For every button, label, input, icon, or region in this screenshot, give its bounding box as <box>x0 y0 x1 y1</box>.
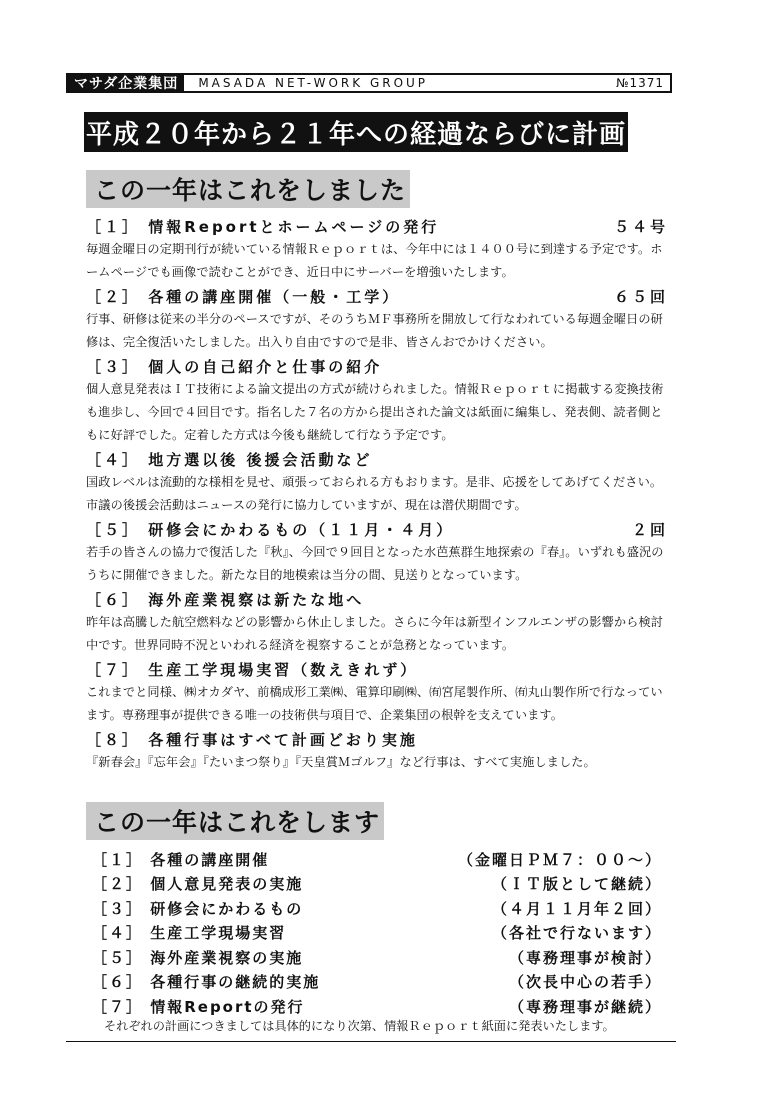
plan-label: ［７］ 情報Reportの発行 <box>92 997 305 1016</box>
item-count: ６５回 <box>613 287 668 306</box>
plan-item <box>92 896 662 921</box>
plan-item <box>92 847 662 872</box>
item-count: ５４号 <box>613 217 668 236</box>
item-body: 個人意見発表はＩＴ技術による論文提出の方式が続けられました。情報Ｒｅｐｏｒｔに掲載する変換技術も進歩し、今回で４回目です。指名した７名の方から提出された論文は紙面に編集し、発表側、読者側ともに好評でした。定着した方式は今後も継続して行なう予定です。 <box>86 382 664 442</box>
plan-label: ［１］ 各種の講座開催 <box>92 850 270 869</box>
plan-note: （金曜日ＰＭ７：００～） <box>457 850 662 869</box>
item-body: 若手の皆さんの協力で復活した『秋』、今回で９回目となった水芭蕉群生地探索の『春』。いずれも盛況のうちに開催できました。新たな目的地模索は当分の間、見送りとなっています。 <box>86 545 664 582</box>
plan-list <box>92 847 662 1019</box>
issue-number: №1371 <box>615 76 664 90</box>
item-label: ［１］ 情報Reportとホームページの発行 <box>86 217 440 236</box>
item-body: 行事、研修は従来の半分のペースですが、そのうちＭＦ事務所を開放して行なわれている毎週金曜日の研修は、完全復活いたしました。出入り自由ですので是非、皆さんおでかけください。 <box>86 312 663 349</box>
page-title: 平成２０年から２１年への経過ならびに計画 <box>84 112 628 152</box>
done-item <box>86 657 674 727</box>
footer-note: それぞれの計画につきましては具体的になり次第、情報Ｒｅｐｏｒｔ紙面に発表いたします。 <box>104 1019 615 1033</box>
plan-note: （ＩＴ版として継続） <box>491 875 662 894</box>
item-body: 国政レベルは流動的な様相を見せ、頑張っておられる方もおります。是非、応援をしてあげてください。市議の後援会活動はニュースの発行に協力していますが、現在は潜伏期間です。 <box>86 475 663 512</box>
bottom-divider <box>66 1041 676 1042</box>
plan-item <box>92 994 662 1019</box>
group-name: マサダ企業集団 <box>68 75 184 91</box>
plan-label: ［２］ 個人意見発表の実施 <box>92 875 304 894</box>
plan-note: （専務理事が検討） <box>508 948 662 967</box>
plan-label: ［５］ 海外産業視察の実施 <box>92 948 304 967</box>
done-item <box>86 214 674 284</box>
plan-note: （専務理事が継続） <box>508 997 662 1016</box>
plan-label: ［３］ 研修会にかわるもの <box>92 899 304 918</box>
done-list <box>86 214 674 774</box>
plan-item <box>92 945 662 970</box>
item-body: 『新春会』『忘年会』『たいまつ祭り』『天皇賞Ｍゴルフ』など行事は、すべて実施しました。 <box>86 755 596 769</box>
done-item <box>86 517 674 587</box>
item-label: ［８］ 各種行事はすべて計画どおり実施 <box>86 730 418 749</box>
plan-note: （各社で行ないます） <box>491 924 662 943</box>
plan-item <box>92 872 662 897</box>
newsletter-header <box>66 73 672 93</box>
item-label: ［３］ 個人の自己紹介と仕事の紹介 <box>86 357 383 376</box>
done-item <box>86 727 674 774</box>
group-name-en: MASADA NET-WORK GROUP <box>198 76 429 90</box>
section-heading-plan: この一年はこれをします <box>86 802 384 840</box>
item-count: ２回 <box>631 520 668 539</box>
item-label: ［７］ 生産工学現場実習（数えきれず） <box>86 660 419 679</box>
plan-note: （次長中心の若手） <box>508 973 662 992</box>
item-label: ［５］ 研修会にかわるもの（１１月・４月） <box>86 520 455 539</box>
section-heading-done: この一年はこれをしました <box>86 170 410 208</box>
plan-label: ［６］ 各種行事の継続的実施 <box>92 973 321 992</box>
done-item <box>86 447 674 517</box>
done-item <box>86 354 674 447</box>
item-label: ［６］ 海外産業視察は新たな地へ <box>86 590 365 609</box>
item-label: ［４］ 地方選以後 後援会活動など <box>86 450 373 469</box>
done-item <box>86 587 674 657</box>
item-body: これまでと同様、㈱オカダヤ、前橋成形工業㈱、電算印刷㈱、㈲宮尾製作所、㈲丸山製作所で行なっています。専務理事が提供できる唯一の技術供与項目で、企業集団の根幹を支えています。 <box>86 685 663 722</box>
item-body: 昨年は高騰した航空燃料などの影響から休止しました。さらに今年は新型インフルエンザの影響から検討中です。世界同時不況といわれる経済を視察することが急務となっています。 <box>86 615 664 652</box>
plan-note: （４月１１月年２回） <box>491 899 662 918</box>
plan-item <box>92 970 662 995</box>
done-item <box>86 284 674 354</box>
item-body: 毎週金曜日の定期刊行が続いている情報Ｒｅｐｏｒｔは、今年中には１４００号に到達する予定です。ホームページでも画像で読むことができ、近日中にサーバーを増強いたします。 <box>86 242 663 279</box>
plan-item <box>92 921 662 946</box>
plan-label: ［４］ 生産工学現場実習 <box>92 924 287 943</box>
item-label: ［２］ 各種の講座開催（一般・工学） <box>86 287 401 306</box>
